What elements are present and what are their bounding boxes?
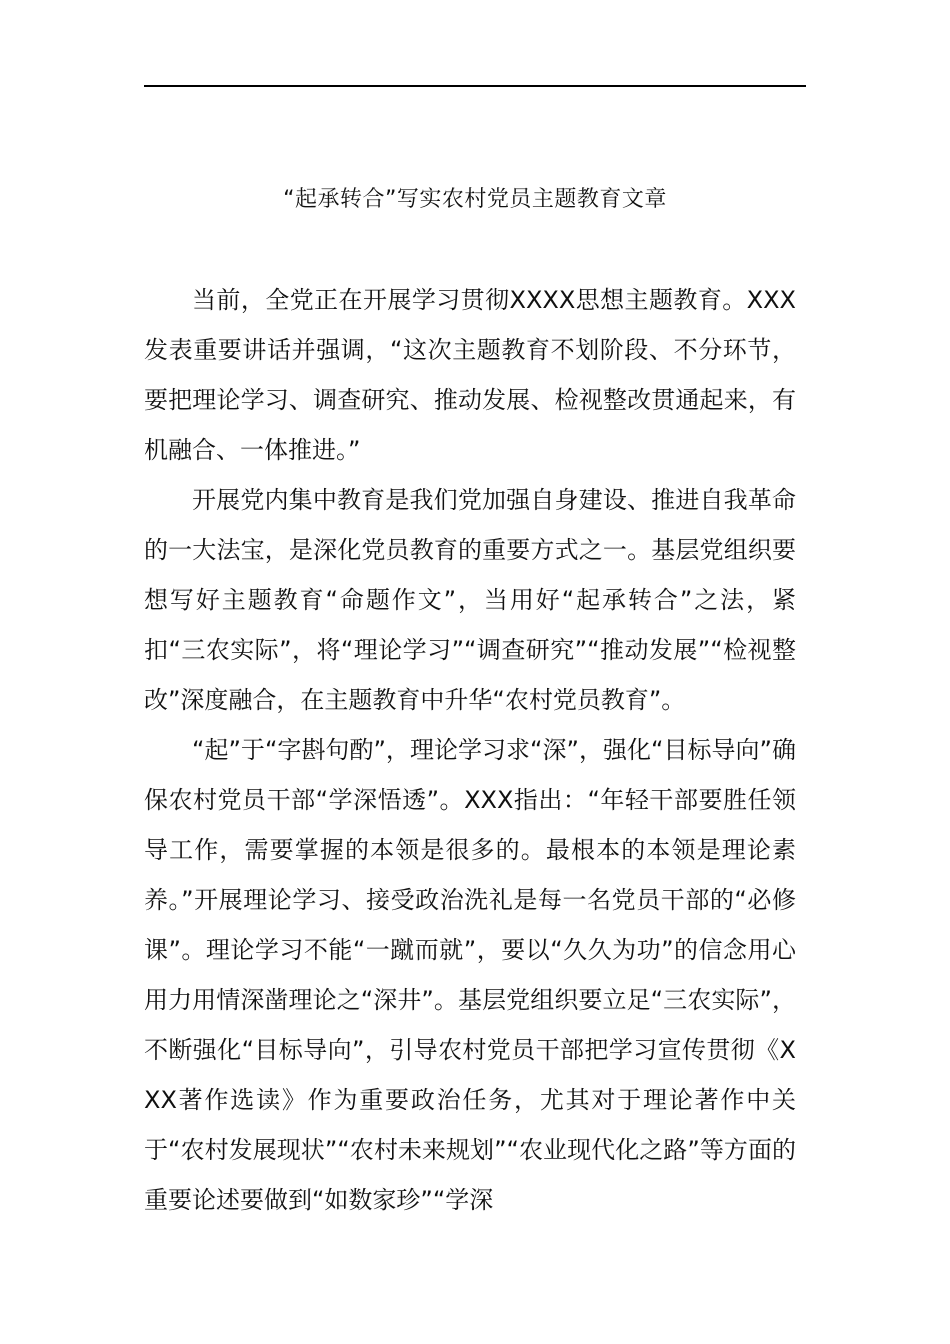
paragraph-2: 开展党内集中教育是我们党加强自身建设、推进自我革命的一大法宝，是深化党员教育的重要方式之一。基层党组织要想写好主题教育“命题作文”，当用好“起承转合”之法，紧扣“三农实际”，将“理论学习”“调查研究”“推动发展”“检视整改”深度融合，在主题教育中升华“农村党员教育”。 — [144, 486, 796, 714]
header-rule — [144, 85, 806, 87]
paragraph-1: 当前，全党正在开展学习贯彻XXXX思想主题教育。XXX发表重要讲话并强调，“这次主题教育不划阶段、不分环节，要把理论学习、调查研究、推动发展、检视整改贯通起来，有机融合、一体推进。” — [144, 286, 796, 464]
document-body — [144, 275, 796, 1225]
paragraph-3: “起”于“字斟句酌”，理论学习求“深”，强化“目标导向”确保农村党员干部“学深悟透”。XXX指出：“年轻干部要胜任领导工作，需要掌握的本领是很多的。最根本的本领是理论素养。”开展理论学习、接受政治洗礼是每一名党员干部的“必修课”。理论学习不能“一蹴而就”，要以“久久为功”的信念用心用力用情深凿理论之“深井”。基层党组织要立足“三农实际”，不断强化“目标导向”，引导农村党员干部把学习宣传贯彻《XXX著作选读》作为重要政治任务，尤其对于理论著作中关于“农村发展现状”“农村未来规划”“农业现代化之路”等方面的重要论述要做到“如数家珍”“学深 — [144, 736, 796, 1214]
document-title: “起承转合”写实农村党员主题教育文章 — [283, 187, 667, 212]
